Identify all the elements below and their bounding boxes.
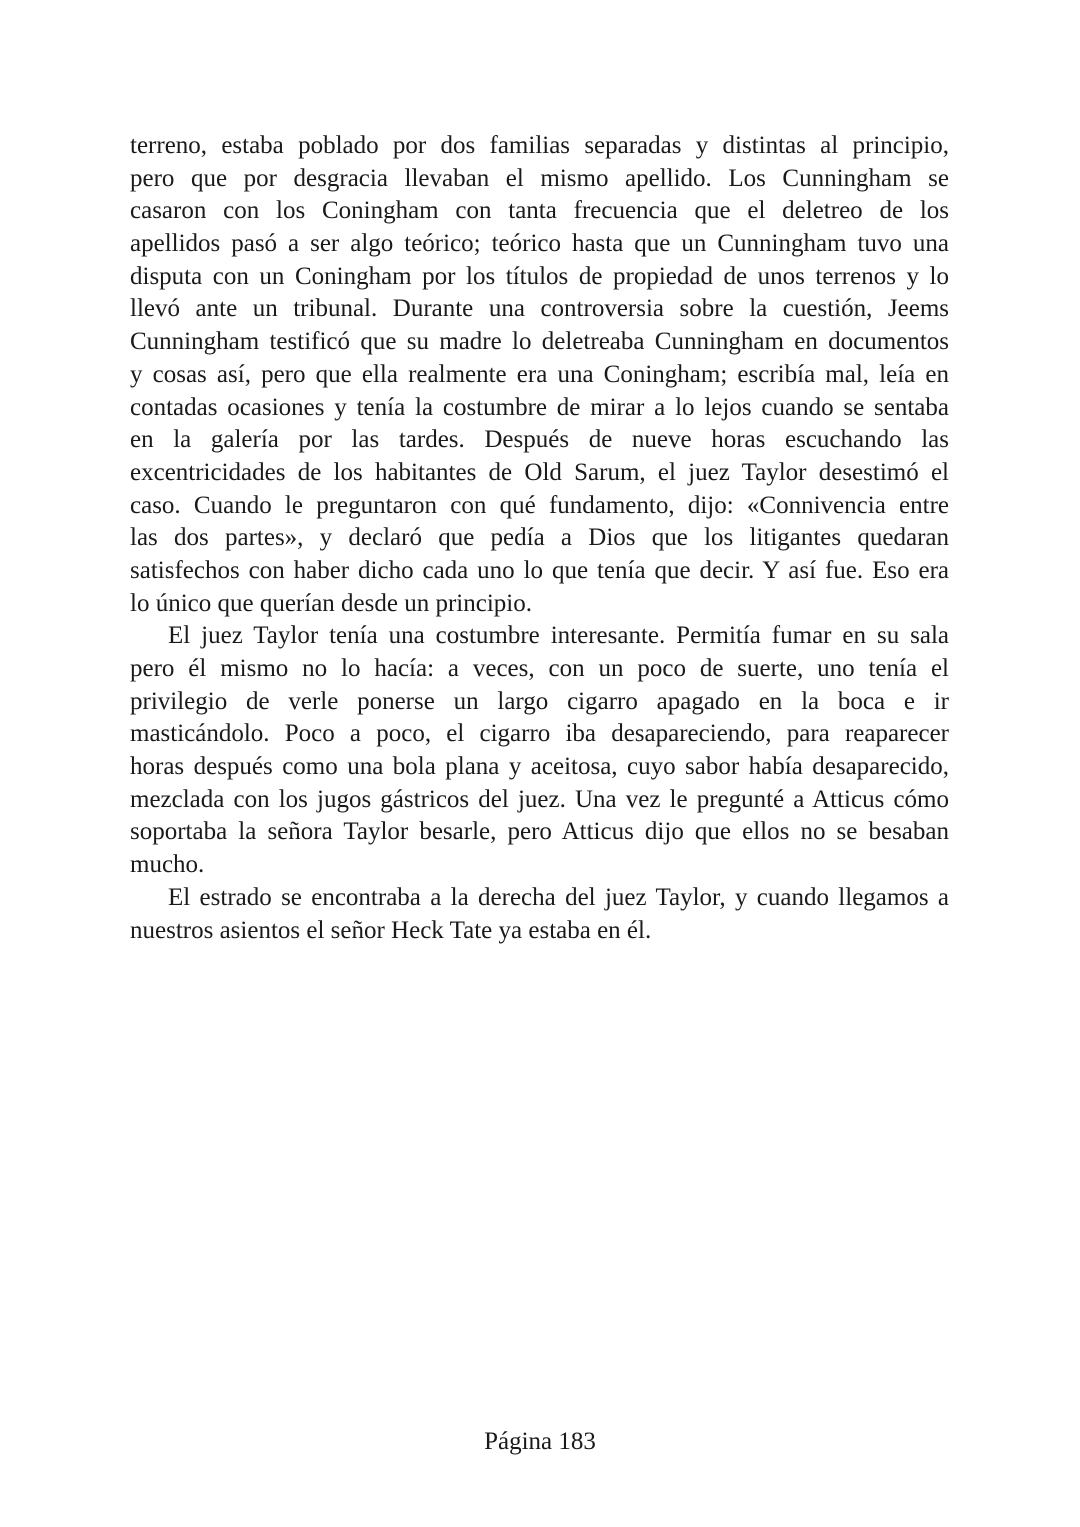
text-line: disputa con un Coningham por los títulos de propiedad de unos terrenos y lo [130,262,949,290]
body-text [130,130,949,947]
text-line: apellidos pasó a ser algo teórico; teórico hasta que un Cunningham tuvo una [130,230,949,258]
text-line: mucho. [130,851,205,879]
text-line: pero él mismo no lo hacía: a veces, con un poco de suerte, uno tenía el [130,655,949,682]
paragraph [130,882,949,947]
text-line: El juez Taylor tenía una costumbre interesante. Permitía fumar en su sala [168,622,949,650]
text-line: y cosas así, pero que ella realmente era una Coningham; escribía mal, leía en [130,360,949,388]
text-line: privilegio de verle ponerse un largo cigarro apagado en la boca e ir [130,687,949,715]
paragraph [130,620,949,882]
text-line: Cunningham testificó que su madre lo deletreaba Cunningham en documentos [130,328,949,356]
text-line: llevó ante un tribunal. Durante una controversia sobre la cuestión, Jeems [130,295,949,323]
text-line: casaron con los Coningham con tanta frecuencia que el deletreo de los [130,197,949,225]
text-line: satisfechos con haber dicho cada uno lo que tenía que decir. Y así fue. Eso era [130,556,949,584]
text-line: mezclada con los jugos gástricos del juez. Una vez le pregunté a Atticus cómo [130,785,949,813]
text-line: excentricidades de los habitantes de Old Sarum, el juez Taylor desestimó el [130,458,949,486]
text-line: pero que por desgracia llevaban el mismo apellido. Los Cunningham se [130,164,949,192]
text-line: masticándolo. Poco a poco, el cigarro iba desapareciendo, para reaparecer [130,720,949,748]
text-line: horas después como una bola plana y aceitosa, cuyo sabor había desaparecido, [130,753,949,781]
text-line: lo único que querían desde un principio. [130,589,532,617]
paragraph [130,130,949,620]
text-line: terreno, estaba poblado por dos familias separadas y distintas al principio, [130,132,949,159]
text-line: contadas ocasiones y tenía la costumbre de mirar a lo lejos cuando se sentaba [130,393,949,421]
page-number: Página 183 [484,1428,596,1455]
text-line: en la galería por las tardes. Después de nueve horas escuchando las [130,426,949,454]
text-line: El estrado se encontraba a la derecha del juez Taylor, y cuando llegamos a [168,883,949,911]
text-line: caso. Cuando le preguntaron con qué fundamento, dijo: «Connivencia entre [130,491,949,519]
text-line: las dos partes», y declaró que pedía a Dios que los litigantes quedaran [130,524,949,552]
text-line: nuestros asientos el señor Heck Tate ya estaba en él. [130,916,652,944]
text-line: soportaba la señora Taylor besarle, pero Atticus dijo que ellos no se besaban [130,818,949,846]
